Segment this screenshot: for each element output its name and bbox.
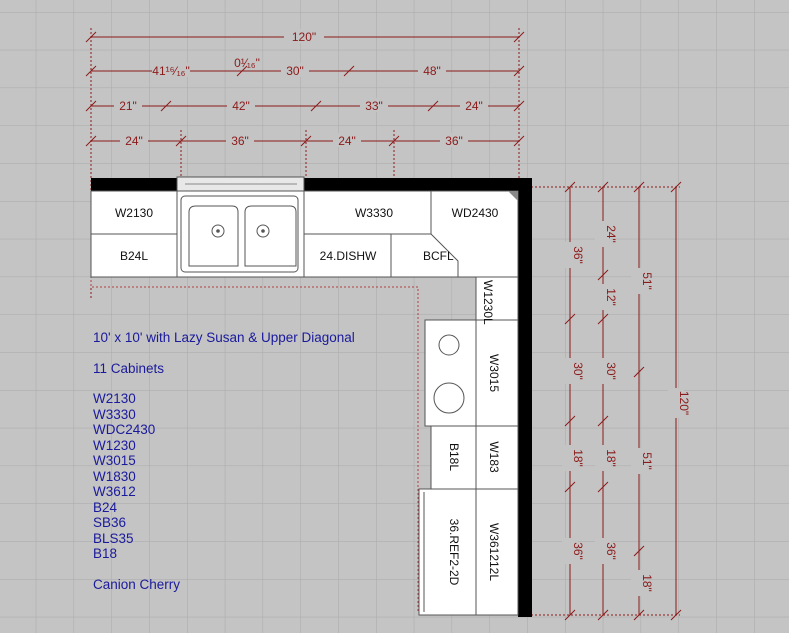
cabinet-count: 11 Cabinets (93, 360, 165, 376)
wall-right (518, 178, 532, 617)
label-w1830: W183 (487, 441, 501, 473)
dim-top-36a: 36" (231, 134, 249, 148)
list-item: SB36 (93, 515, 127, 530)
dim-top-33: 33" (365, 99, 383, 113)
label-w2130: W2130 (114, 206, 154, 220)
dim-right-36b: 36" (571, 542, 585, 560)
dim-top-21: 21" (119, 99, 137, 113)
label-ref: 36.REF2-2D (447, 518, 461, 586)
dim-right-36a: 36" (571, 246, 585, 264)
list-item: W2130 (93, 391, 136, 406)
label-dishwasher: 24.DISHW (319, 249, 377, 263)
label-w361212l: W361212L (487, 522, 501, 582)
dim-top-0: 0¹⁄₁₆" (234, 56, 260, 70)
dim-right-18c: 18" (640, 574, 654, 592)
sink-right-basin (245, 206, 296, 266)
label-wd2430: WD2430 (451, 206, 499, 220)
dim-top-30: 30" (286, 64, 304, 78)
label-w3015: W3015 (487, 353, 501, 393)
label-bcfl: BCFL (423, 249, 454, 263)
list-item: W3330 (93, 406, 136, 422)
dim-right-12: 12" (604, 288, 618, 306)
dim-top-24: 24" (465, 99, 483, 113)
list-item: W3015 (93, 453, 136, 468)
dim-right-51b: 51" (640, 452, 654, 470)
dim-right-overall: 120" (677, 390, 691, 416)
list-item: BLS35 (93, 530, 134, 546)
dim-top-24a: 24" (125, 134, 143, 148)
dim-top-24b: 24" (338, 134, 356, 148)
dim-right-24: 24" (604, 225, 618, 243)
burner-small-icon (439, 335, 459, 355)
dim-top-48: 48" (423, 64, 441, 78)
list-item: W1830 (93, 468, 136, 484)
list-item: WDC2430 (93, 422, 156, 437)
wall-top (91, 178, 532, 191)
plan-info (93, 330, 355, 592)
dim-right-18b: 18" (604, 449, 618, 467)
dim-top-overall: 120" (291, 30, 317, 44)
plan-title: 10' x 10' with Lazy Susan & Upper Diagonal (93, 330, 355, 345)
dim-top-41: 41¹⁶⁄₁₆" (152, 64, 190, 78)
sink-left-basin (189, 206, 238, 266)
list-item: W1230 (93, 437, 136, 453)
finish-name: Canion Cherry (93, 576, 181, 592)
dim-top-36b: 36" (445, 134, 463, 148)
burner-large-icon (434, 383, 464, 413)
list-item: W3612 (93, 484, 136, 499)
list-item: B24 (93, 499, 118, 515)
label-b24l: B24L (119, 249, 149, 263)
cabinet-list (93, 391, 355, 562)
dim-right-30a: 30" (571, 362, 585, 380)
dim-right-30b: 30" (604, 362, 618, 380)
label-b18l: B18L (447, 442, 461, 472)
dim-top-42: 42" (232, 99, 250, 113)
dim-right-18a: 18" (571, 449, 585, 467)
list-item: B18 (93, 546, 118, 561)
dim-right-36c: 36" (604, 542, 618, 560)
dim-right-51a: 51" (640, 272, 654, 290)
label-w1230l: W1230L (481, 280, 495, 325)
label-w3330: W3330 (354, 206, 394, 220)
